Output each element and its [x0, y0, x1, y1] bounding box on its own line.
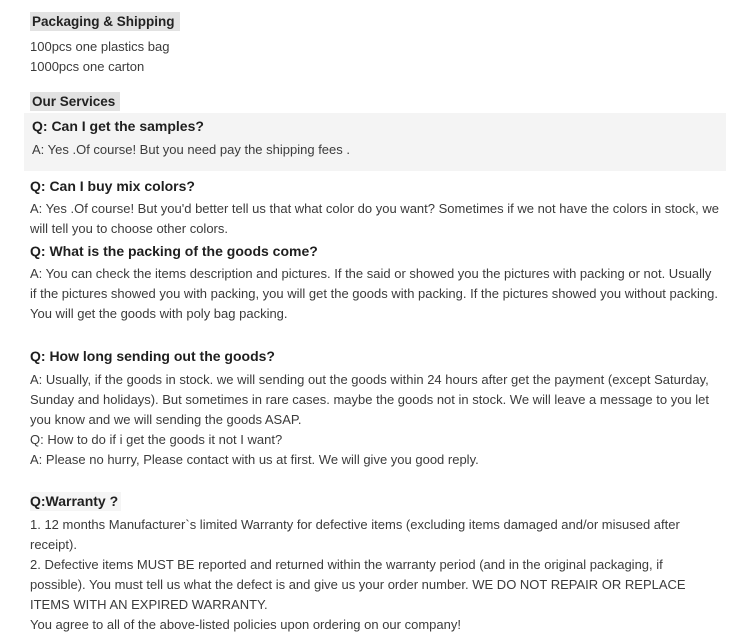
faq-answer-packing: A: You can check the items description and pictures. If the said or showed you the pictures with packing or not. Usually if the pictures showed you with packing, you will get the goods with packing. If the pictures showed you without packing. You will get the goods with poly bag packing. — [30, 266, 718, 321]
warranty-agreement-note: You agree to all of the above-listed policies upon ordering on our company! — [30, 617, 461, 632]
faq-subquestion-wrong-goods: Q: How to do if i get the goods it not I want? — [30, 432, 283, 447]
faq-answer-samples: A: Yes .Of course! But you need pay the shipping fees . — [32, 142, 350, 157]
our-services-section — [30, 92, 720, 635]
faq-item-packing — [30, 243, 720, 324]
faq-question-samples: Q: Can I get the samples? — [32, 118, 204, 134]
faq-question-shipping-time: Q: How long sending out the goods? — [30, 348, 275, 364]
faq-item-samples — [24, 113, 726, 171]
our-services-header: Our Services — [30, 92, 120, 111]
warranty-term-2: 2. Defective items MUST BE reported and returned within the warranty period (and in the original packaging, if possible). You must tell us what the defect is and give us your order number. WE DO NOT REPAIR OR REPLACE ITEMS WITH AN EXPIRED WARRANTY. — [30, 557, 686, 612]
faq-answer-mix-colors: A: Yes .Of course! But you'd better tell us that what color do you want? Sometimes if we not have the colors in stock, we will tell you to choose other colors. — [30, 201, 719, 236]
packaging-line-bag: 100pcs one plastics bag — [30, 39, 170, 54]
faq-question-packing: Q: What is the packing of the goods come? — [30, 243, 318, 259]
packaging-shipping-section — [30, 12, 720, 77]
our-services-header-row — [30, 92, 720, 111]
faq-item-shipping-time — [30, 348, 720, 470]
faq-question-warranty-row — [30, 492, 720, 511]
warranty-term-1: 1. 12 months Manufacturer`s limited Warranty for defective items (excluding items damaged and/or misused after receipt). — [30, 517, 680, 552]
faq-item-mix-colors — [30, 178, 720, 239]
faq-subanswer-wrong-goods: A: Please no hurry, Please contact with us at first. We will give you good reply. — [30, 452, 479, 467]
packaging-line-carton: 1000pcs one carton — [30, 59, 145, 74]
faq-answer-shipping-time: A: Usually, if the goods in stock. we will sending out the goods within 24 hours after get the payment (except Saturday, Sunday and holidays). But sometimes in rare cases. maybe the goods not in stock. We will leave a message to you let you know and we will sending the goods ASAP. — [30, 372, 709, 427]
packaging-details — [30, 37, 720, 77]
faq-question-warranty: Q:Warranty ? — [30, 492, 121, 511]
packaging-shipping-header: Packaging & Shipping — [30, 12, 180, 31]
faq-item-warranty — [30, 492, 720, 635]
faq-question-mix-colors: Q: Can I buy mix colors? — [30, 178, 195, 194]
